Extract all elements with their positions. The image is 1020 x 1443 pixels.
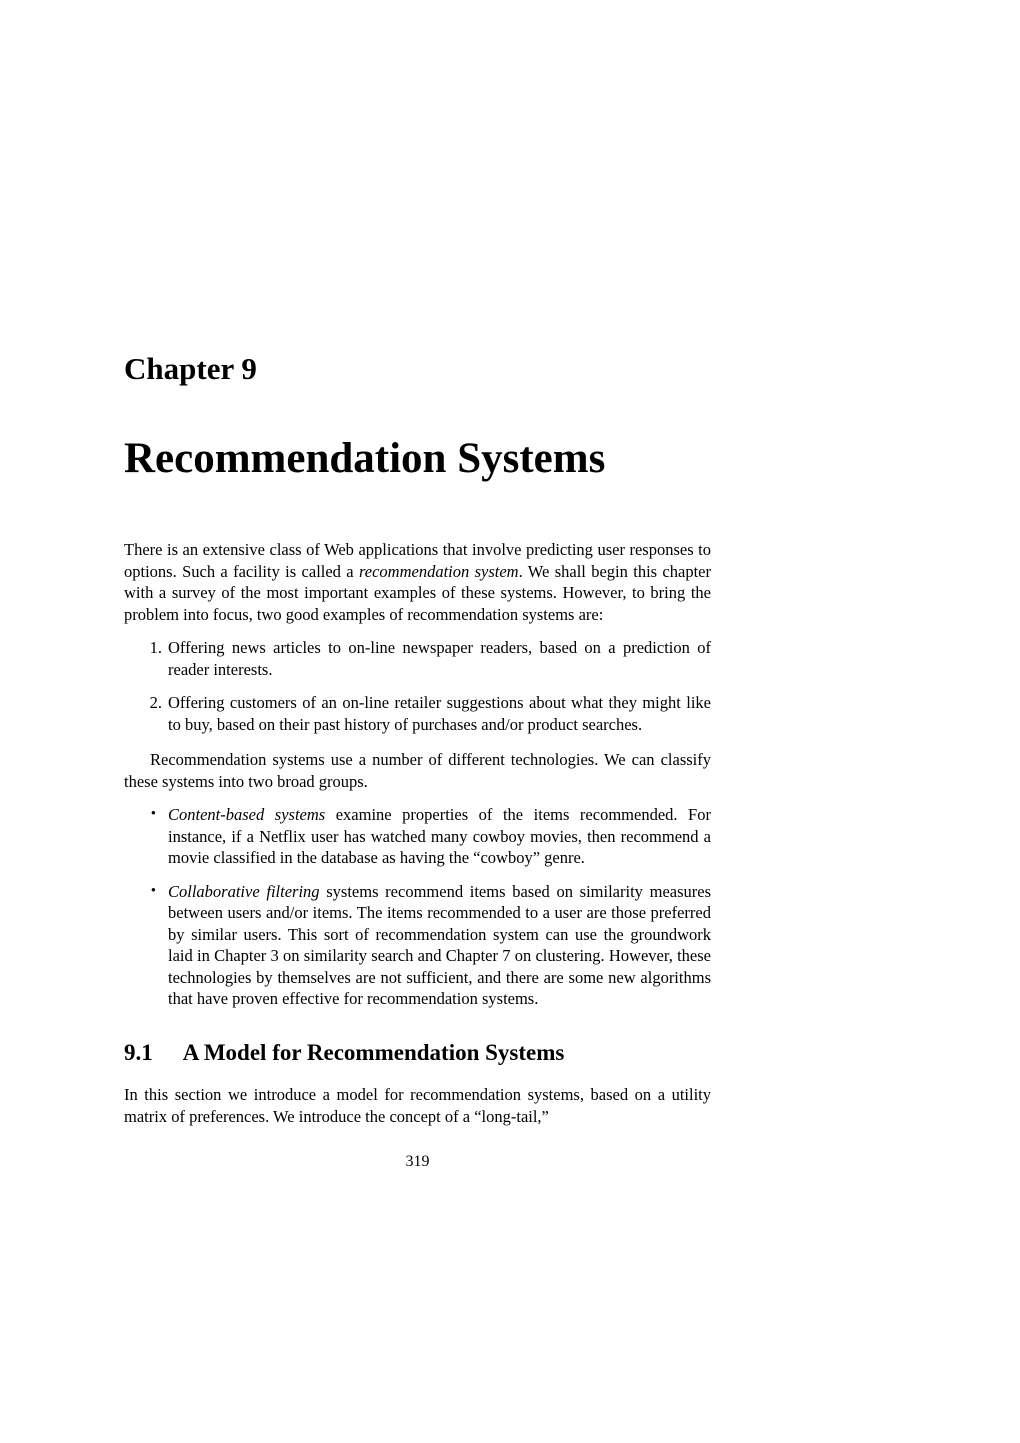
bullet-icon: •: [150, 882, 156, 899]
list-item: [124, 637, 711, 680]
list-item: [124, 692, 711, 735]
section-paragraph: In this section we introduce a model for recommendation systems, based on a utility matrix of preferences. We introduce the concept of a “long-tail,”: [124, 1085, 711, 1126]
section-title: A Model for Recommendation Systems: [182, 1039, 565, 1065]
content-based-term: Content-based systems: [168, 805, 326, 825]
bullet-item: [124, 881, 711, 1010]
bullet-list: [124, 804, 711, 1010]
technologies-paragraph: Recommendation systems use a number of different technologies. We can classify these systems into two broad groups.: [124, 750, 711, 791]
list-item-text: Offering customers of an on-line retailer suggestions about what they might like to buy, based on their past history of purchases and/or product searches.: [168, 693, 711, 734]
numbered-list: [124, 637, 711, 735]
list-item-number: 2.: [149, 693, 162, 713]
bullet-item-text: systems recommend items based on similarity measures between users and/or items. The items recommended to a user are those preferred by similar users. This sort of recommendation system can use the groundwork laid in Chapter 3 on similarity search and Chapter 7 on clustering. However, these technologies by themselves are not sufficient, and there are some new algorithms that have proven effective for recommendation systems.: [168, 881, 712, 1009]
intro-paragraph: [124, 539, 711, 625]
section-heading: [124, 1040, 711, 1066]
page-content: [124, 0, 711, 1171]
section-number: 9.1: [124, 1039, 153, 1065]
collaborative-filtering-term: Collaborative filtering: [168, 881, 320, 901]
recommendation-system-term: recommendation system: [358, 561, 519, 581]
intro-segment-2: . We shall begin this chapter with a survey of the most important examples of these systems. However, to bring the problem into focus, two good examples of recommendation systems are:: [124, 561, 711, 624]
page-number: 319: [405, 1153, 430, 1171]
intro-segment-1: There is an extensive class of Web applications that involve predicting user responses to options. Such a facility is called a: [124, 540, 711, 581]
bullet-item-text: examine properties of the items recommended. For instance, if a Netflix user has watched many cowboy movies, then recommend a movie classified in the database as having the “cowboy” genre.: [168, 805, 711, 868]
list-item-number: 1.: [149, 638, 162, 658]
list-item-text: Offering news articles to on-line newspaper readers, based on a prediction of reader interests.: [168, 638, 711, 679]
chapter-title: Recommendation Systems: [124, 435, 606, 482]
bullet-item: [124, 804, 711, 869]
chapter-label: Chapter 9: [124, 351, 257, 386]
bullet-icon: •: [150, 806, 156, 823]
